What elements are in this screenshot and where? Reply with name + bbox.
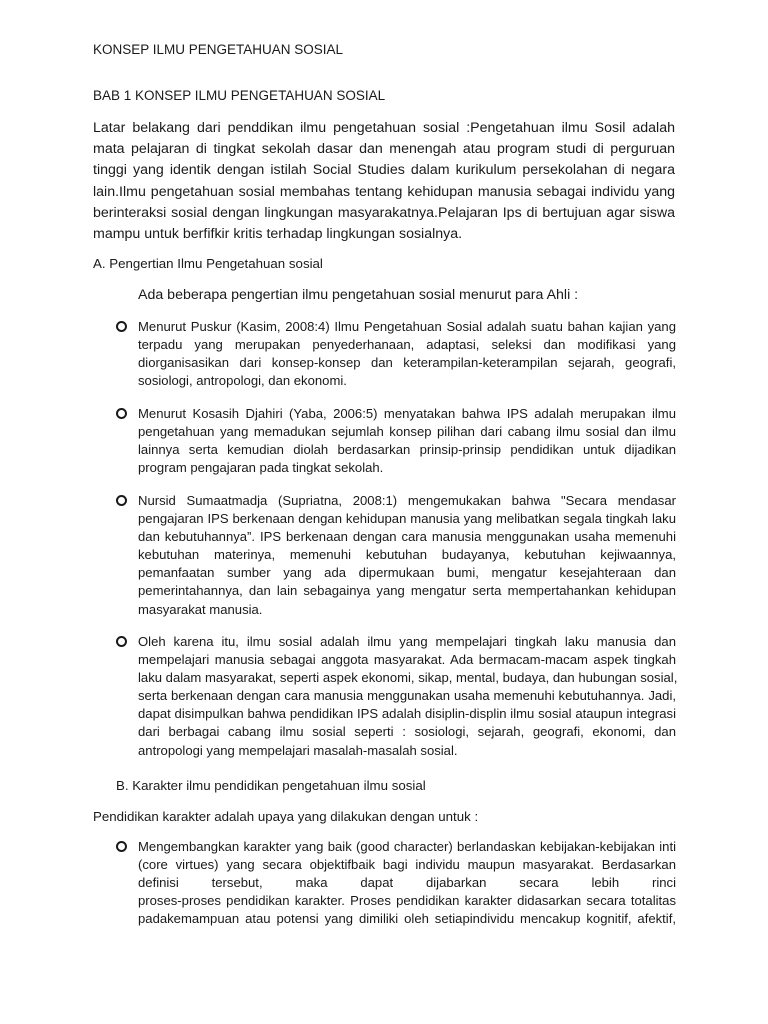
list-item-line: pemerintahannya, dan lain sebagainya yang mengatur serta mempertahankan kehidupan — [138, 583, 676, 599]
section-b-heading: B. Karakter ilmu pendidikan pengetahuan ilmu sosial — [116, 778, 426, 793]
intro-line: berinteraksi sosial dengan lingkungan masyarakatnya.Pelajaran Ips di bertujuan agar siswa — [93, 204, 675, 221]
list-item-line: program pengajaran pada tingkat sekolah. — [138, 460, 384, 476]
intro-line: tinggi yang identik dengan istilah Social Studies dalam kurikulum persekolahan di negara — [93, 162, 675, 179]
section-a-lead: Ada beberapa pengertian ilmu pengetahuan sosial menurut para Ahli : — [138, 287, 579, 303]
intro-paragraph — [93, 118, 675, 245]
list-item-line: Mengembangkan karakter yang baik (good character) berlandaskan kebijakan-kebijakan inti — [138, 839, 676, 854]
section-b-lead: Pendidikan karakter adalah upaya yang dilakukan dengan untuk : — [93, 809, 479, 824]
list-item-line: diorganisasikan dari konsep-konsep dan keterampilan-keterampilan sejarah, geografi, — [138, 355, 676, 371]
section-a-heading: A. Pengertian Ilmu Pengetahuan sosial — [93, 256, 323, 271]
list-item-line: antropologi yang mempelajari masalah-masalah sosial. — [138, 742, 458, 758]
list-item-line: laku dalam masyarakat, seperti aspek ekonomi, sikap, mental, budaya, dan hubungan sosial, — [138, 670, 678, 686]
list-item-line: padakemampuan atau potensi yang dimiliki oleh setiapindividu mencakup kognitif, afektif, — [138, 911, 676, 927]
bullet-icon — [116, 408, 127, 419]
bullet-icon — [116, 495, 127, 506]
list-item-line: pemanfaatan sumber yang ada dipermukaan bumi, mengatur kesejahteraan dan — [138, 565, 676, 581]
list-item-line: Nursid Sumaatmadja (Supriatna, 2008:1) mengemukakan bahwa "Secara mendasar — [138, 493, 676, 508]
list-item-line: definisi tersebut, maka dapat dijabarkan secara lebih rinci — [138, 875, 676, 891]
list-item-line: sosiologi, antropologi, dan ekonomi. — [138, 373, 347, 389]
bullet-icon — [116, 841, 127, 852]
list-item-line: dapat disimpulkan bahwa pendidikan IPS adalah disiplin-displin ilmu sosial ataupun integrasi — [138, 706, 676, 722]
chapter-heading: BAB 1 KONSEP ILMU PENGETAHUAN SOSIAL — [93, 88, 386, 103]
list-item-line: pengajaran IPS berkenaan dengan kehidupan manusia yang melibatkan segala tingkah laku — [138, 511, 676, 527]
list-item-line: Menurut Kosasih Djahiri (Yaba, 2006:5) menyatakan bahwa IPS adalah merupakan ilmu — [138, 406, 676, 421]
list-item-line: masyarakat manusia. — [138, 601, 263, 617]
intro-line: Latar belakang dari penddikan ilmu pengetahuan sosial :Pengetahuan ilmu Sosil adalah — [93, 120, 675, 136]
list-item-line: Oleh karena itu, ilmu sosial adalah ilmu yang mempelajari tingkah laku manusia dan — [138, 634, 676, 649]
list-item-line: serta berkenaan dengan cara manusia menggunakan usaha memenuhi kebutuhannya. Jadi, — [138, 688, 676, 704]
list-item-line: (core virtues) yang secara objektifbaik bagi individu maupun masyarakat. Berdasarkan — [138, 857, 676, 873]
intro-line: lain.Ilmu pengetahuan sosial membahas tentang kehidupan manusia sebagai individu yang — [93, 183, 675, 200]
list-item-line: proses-proses pendidikan karakter. Proses pendidikan karakter didasarkan secara totalitas — [138, 893, 676, 909]
bullet-icon — [116, 321, 127, 332]
list-item-line: terpadu yang merupakan penyederhanaan, adaptasi, seleksi dan modifikasi yang — [138, 337, 676, 353]
intro-line: mampu untuk berfifkir kritis terhadap lingkungan sosialnya. — [93, 226, 463, 243]
list-item-line: mempelajari manusia sebagai anggota masyarakat. Ada bermacam-macam aspek tingkah — [138, 652, 676, 668]
list-item-line: Menurut Puskur (Kasim, 2008:4) Ilmu Pengetahuan Sosial adalah suatu bahan kajian yang — [138, 319, 676, 334]
bullet-icon — [116, 636, 127, 647]
list-item-line: pengetahuan yang memadukan sejumlah konsep pilihan dari cabang ilmu sosial dan ilmu — [138, 424, 676, 440]
document-title: KONSEP ILMU PENGETAHUAN SOSIAL — [93, 42, 344, 57]
list-item-line: dari berbagai cabang ilmu sosial seperti : sosiologi, sejarah, geografi, ekonomi, dan — [138, 724, 676, 740]
list-item-line: lainnya serta kemudian diolah berdasarkan prinsip-prinsip pendidikan untuk dijadikan — [138, 442, 676, 458]
list-item-line: dan kebutuhannya”. IPS berkenaan dengan cara manusia menggunakan usaha memenuhi — [138, 529, 676, 545]
list-item-line: kebutuhan materinya, memenuhi kebutuhan budayanya, kebutuhan kejiwaannya, — [138, 547, 676, 563]
intro-line: mata pelajaran di tingkat sekolah dasar dan menengah atau program studi di perguruan — [93, 141, 675, 158]
